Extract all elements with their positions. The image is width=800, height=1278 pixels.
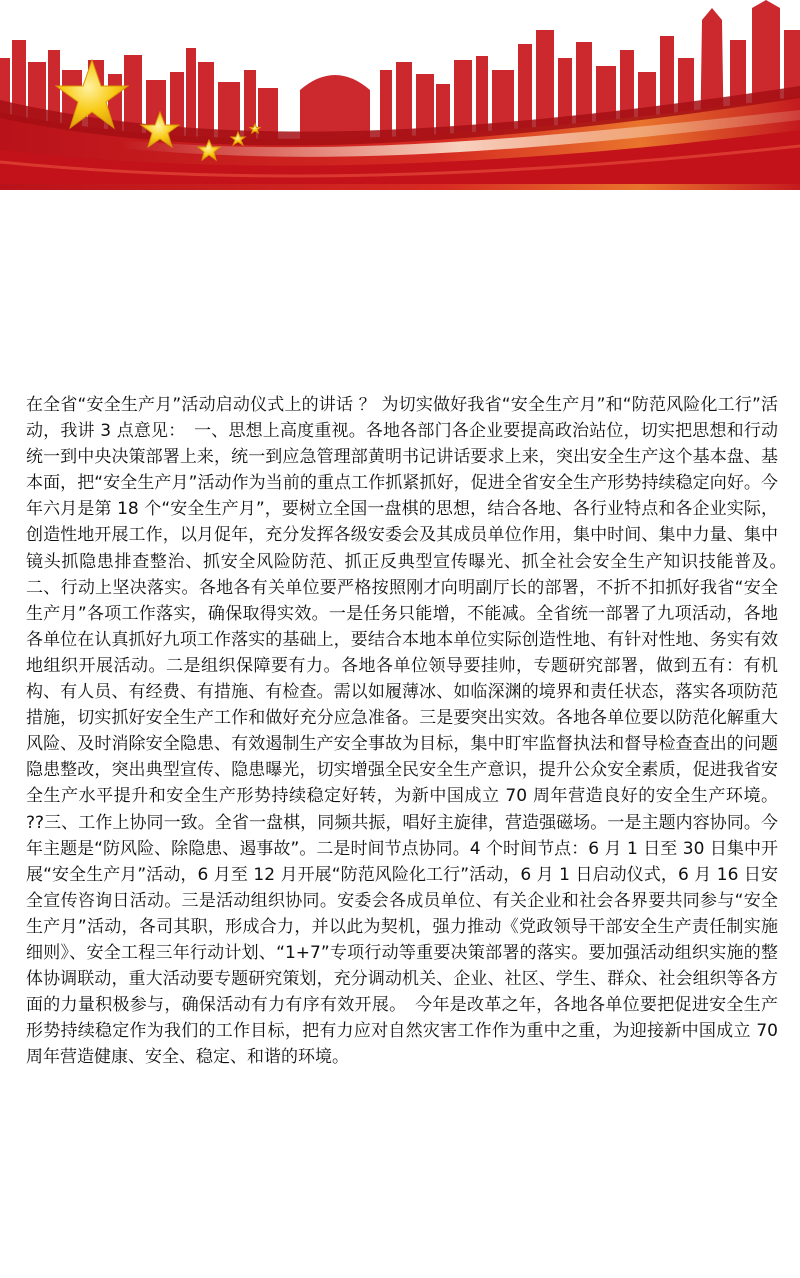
header-banner xyxy=(0,0,800,190)
speech-text: 在全省“安全生产月”活动启动仪式上的讲话 ？ 为切实做好我省“安全生产月”和“防范风险化工行”活动，我讲 3 点意见： 一、思想上高度重视。各地各部门各企业要提高政治站位，切实把思想和行动统一到中央决策部署上来，统一到应急管理部黄明书记讲话要求上来，突出安全生产这个基本盘、基本面，把“安全生产月”活动作为当前的重点工作抓紧抓好，促进全省安全生产形势持续稳定向好。今年六月是第 18 个“安全生产月”，要树立全国一盘棋的思想，结合各地、各行业特点和各企业实际，创造性地开展工作，以月促年，充分发挥各级安委会及其成员单位作用，集中时间、集中力量、集中镜头抓隐患排查整治、抓安全风险防范、抓正反典型宣传曝光、抓全社会安全生产知识技能普及。 二、行动上坚决落实。各地各有关单位要严格按照刚才向明副厅长的部署，不折不扣抓好我省“安全生产月”各项工作落实，确保取得实效。一是任务只能增，不能减。全省统一部署了九项活动，各地各单位在认真抓好九项工作落实的基础上，要结合本地本单位实际创造性地、有针对性地、务实有效地组织开展活动。二是组织保障要有力。各地各单位领导要挂帅，专题研究部署，做到五有：有机构、有人员、有经费、有措施、有检查。需以如履薄冰、如临深渊的境界和责任状态，落实各项防范措施，切实抓好安全生产工作和做好充分应急准备。三是要突出实效。各地各单位要以防范化解重大风险、及时消除安全隐患、有效遏制生产安全事故为目标，集中盯牢监督执法和督导检查查出的问题隐患整改，突出典型宣传、隐患曝光，切实增强全民安全生产意识，提升公众安全素质，促进我省安全生产水平提升和安全生产形势持续稳定好转，为新中国成立 70 周年营造良好的安全生产环境。 ??三、工作上协同一致。全省一盘棋，同频共振，唱好主旋律，营造强磁场。一是主题内容协同。今年主题是“防风险、除隐患、遏事故”。二是时间节点协同。4 个时间节点：6 月 1 日至 30 日集中开展“安全生产月”活动，6 月至 12 月开展“防范风险化工行”活动，6 月 1 日启动仪式，6 月 16 日安全宣传咨询日活动。三是活动组织协同。安委会各成员单位、有关企业和社会各界要共同参与“安全生产月”活动，各司其职，形成合力，并以此为契机，强力推动《党政领导干部安全生产责任制实施细则》、安全工程三年行动计划、“1+7”专项行动等重要决策部署的落实。要加强活动组织实施的整体协调联动，重大活动要专题研究策划，充分调动机关、企业、社区、学生、群众、社会组织等各方面的力量积极参与，确保活动有力有序有效开展。 今年是改革之年，各地各单位要把促进安全生产形势持续稳定作为我们的工作目标，把有力应对自然灾害工作作为重中之重，为迎接新中国成立 70 周年营造健康、安全、稳定、和谐的环境。 xyxy=(26,395,795,1068)
